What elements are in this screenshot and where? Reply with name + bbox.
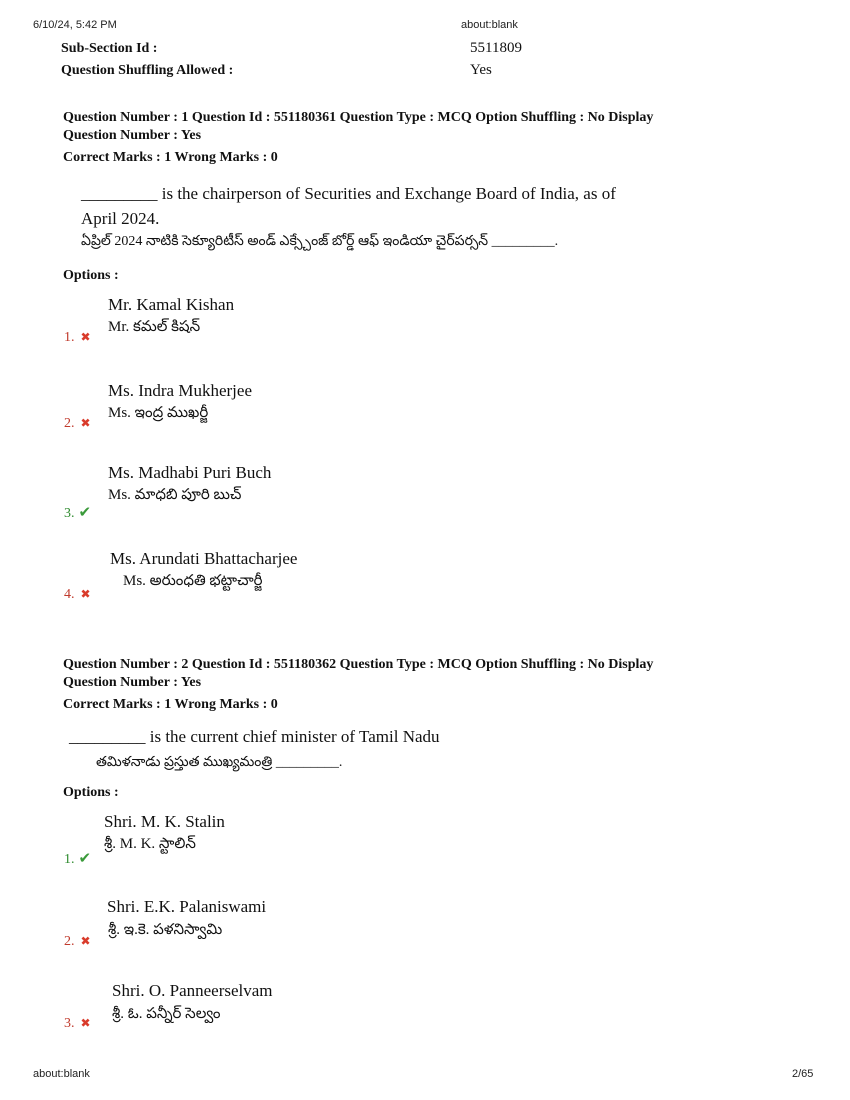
q2-option3-te: శ్రీ. ఓ. పన్నీర్ సెల్వం <box>112 1006 221 1022</box>
wrong-icon: ✖ <box>80 416 91 430</box>
print-url-footer: about:blank <box>33 1068 90 1080</box>
q2-meta-line1: Question Number : 2 Question Id : 551180362 Question Type : MCQ Option Shuffling : No Display <box>63 657 654 672</box>
subsection-id-label: Sub-Section Id : <box>61 41 158 56</box>
q1-option4-te: Ms. అరుంధతి భట్టాచార్జీ <box>123 573 263 589</box>
shuffle-allowed-label: Question Shuffling Allowed : <box>61 63 234 78</box>
q1-text-en-line1: _________ is the chairperson of Securities and Exchange Board of India, as of <box>81 184 616 203</box>
q2-meta-line2: Question Number : Yes <box>63 675 202 690</box>
q2-text-te: తమిళనాడు ప్రస్తుత ముఖ్యమంత్రి _________. <box>96 755 343 770</box>
q1-meta-line2: Question Number : Yes <box>63 128 202 143</box>
q1-option2-en: Ms. Indra Mukherjee <box>108 381 252 400</box>
q1-meta-line1: Question Number : 1 Question Id : 551180361 Question Type : MCQ Option Shuffling : No Display <box>63 110 654 125</box>
q2-option2-te: శ్రీ. ఇ.కె. పళనిస్వామి <box>108 922 223 938</box>
q2-option1-en: Shri. M. K. Stalin <box>104 812 225 831</box>
q1-option2-number: 2. ✖ <box>64 416 91 431</box>
print-timestamp: 6/10/24, 5:42 PM <box>33 19 117 31</box>
q1-option4-en: Ms. Arundati Bhattacharjee <box>110 549 298 568</box>
q1-option1-number: 1. ✖ <box>64 330 91 345</box>
q2-marks: Correct Marks : 1 Wrong Marks : 0 <box>63 697 278 712</box>
wrong-icon: ✖ <box>80 587 91 601</box>
shuffle-allowed-value: Yes <box>470 62 492 78</box>
q2-options-label: Options : <box>63 785 119 800</box>
q2-option2-number: 2. ✖ <box>64 934 91 949</box>
wrong-icon: ✖ <box>80 934 91 948</box>
q1-options-label: Options : <box>63 268 119 283</box>
page-number: 2/65 <box>792 1068 814 1080</box>
q1-text-te: ఏప్రిల్ 2024 నాటికి సెక్యూరిటీస్ అండ్ ఎక్స్చేంజ్ బోర్డ్ ఆఫ్ ఇండియా చైర్‌పర్సన్ _________. <box>81 234 559 249</box>
correct-check-icon: ✔ <box>78 849 92 867</box>
q1-option2-te: Ms. ఇంద్ర ముఖర్జీ <box>108 405 209 421</box>
q1-marks: Correct Marks : 1 Wrong Marks : 0 <box>63 150 278 165</box>
q2-option3-number: 3. ✖ <box>64 1016 91 1031</box>
wrong-icon: ✖ <box>80 330 91 344</box>
q1-option3-number: 3. ✔ <box>64 503 92 521</box>
print-url-header: about:blank <box>461 19 518 31</box>
correct-check-icon: ✔ <box>78 503 92 521</box>
q1-option3-te: Ms. మాధబి పూరి బుచ్ <box>108 487 242 503</box>
q1-option1-te: Mr. కమల్ కిషన్ <box>108 319 201 335</box>
subsection-id-value: 5511809 <box>470 40 522 56</box>
q1-option3-en: Ms. Madhabi Puri Buch <box>108 463 272 482</box>
q2-text-en: _________ is the current chief minister of Tamil Nadu <box>69 727 440 746</box>
q1-option1-en: Mr. Kamal Kishan <box>108 295 235 314</box>
q2-option3-en: Shri. O. Panneerselvam <box>112 981 273 1000</box>
q2-option1-te: శ్రీ. M. K. స్టాలిన్ <box>104 836 196 852</box>
wrong-icon: ✖ <box>80 1016 91 1030</box>
q2-option1-number: 1. ✔ <box>64 849 92 867</box>
q2-option2-en: Shri. E.K. Palaniswami <box>107 897 267 916</box>
q1-option4-number: 4. ✖ <box>64 587 91 602</box>
q1-text-en-line2: April 2024. <box>81 209 160 228</box>
